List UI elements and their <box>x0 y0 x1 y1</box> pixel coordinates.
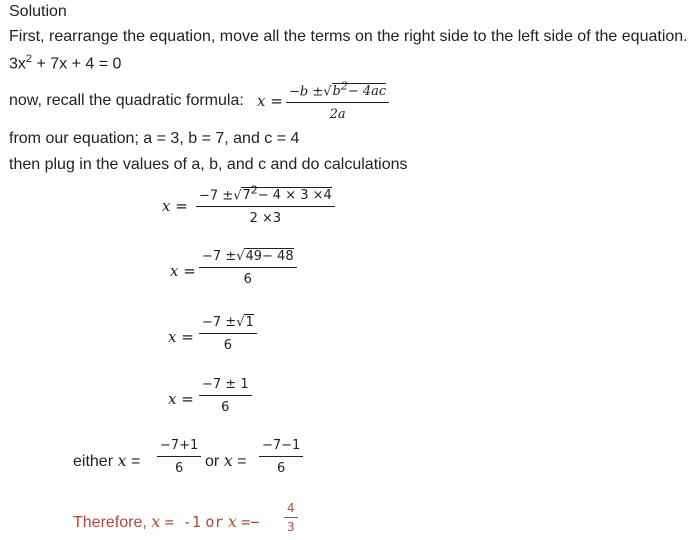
intro-text: First, rearrange the equation, move all the terms on the right side to the left side of the equation. <box>9 28 688 45</box>
either-eq-2: = <box>237 453 247 470</box>
either-eq: = <box>130 453 141 470</box>
step1-radicand <box>241 184 332 204</box>
plug-text: then plug in the values of a, b, and c and do calculations <box>9 156 408 173</box>
step2-lhs <box>170 262 196 280</box>
step3-lhs <box>168 328 194 346</box>
conclusion-fraction <box>284 501 298 534</box>
qf-rad-b: b <box>332 84 341 100</box>
values-text: from our equation; a = 3, b = 7, and c = 4 <box>9 130 300 147</box>
either-word: either <box>73 453 114 470</box>
step3-fraction <box>199 315 257 353</box>
equation-line <box>9 53 121 73</box>
either-fraction-1 <box>157 438 201 476</box>
either-denominator-1: 6 <box>175 461 184 476</box>
step3-radicand: 1 <box>245 315 254 330</box>
recall-eq: = <box>270 92 283 110</box>
step1-denominator: 2 ×3 <box>249 211 282 227</box>
step2-eq: = <box>183 262 196 280</box>
step3-eq: = <box>181 328 194 346</box>
either-fraction-2 <box>259 438 303 476</box>
recall-var: x <box>257 92 266 110</box>
conclusion-word: Therefore, <box>73 514 147 531</box>
either-denominator-2: 6 <box>277 461 286 476</box>
qf-rad-post: − 4ac <box>347 84 387 100</box>
conclusion-or: or <box>205 513 224 531</box>
equation-rhs: + 7x + 4 = 0 <box>32 55 122 73</box>
step1-var: x <box>162 197 171 215</box>
either-numerator-2: −7−1 <box>259 438 303 457</box>
either-var-2: x <box>223 451 233 470</box>
qf-num-pre: −b ±√ <box>289 84 332 100</box>
conclusion-var-2: x <box>227 512 237 531</box>
equation-exponent: 2 <box>25 53 33 65</box>
step3-var: x <box>168 328 177 346</box>
quadratic-denominator: 2a <box>329 107 346 123</box>
qf-radicand <box>332 80 387 100</box>
step1-numerator <box>196 184 335 207</box>
either-lhs <box>73 451 140 471</box>
step2-fraction <box>199 249 297 287</box>
step3-numerator <box>199 315 257 334</box>
conclusion <box>73 512 259 532</box>
step1-eq: = <box>175 197 188 215</box>
solution-heading: Solution <box>9 3 67 20</box>
step4-fraction <box>199 377 252 415</box>
step4-var: x <box>168 390 177 408</box>
step1-rad-exp: 2 <box>250 184 258 197</box>
either-or <box>205 451 247 471</box>
step2-denominator: 6 <box>243 272 252 287</box>
conclusion-eq2: =− <box>241 513 260 531</box>
step3-denominator: 6 <box>223 338 233 353</box>
conclusion-eq1: = -1 <box>164 513 201 531</box>
step1-lhs <box>162 197 188 215</box>
conclusion-numerator: 4 <box>284 501 298 518</box>
qf-rad-exp: 2 <box>340 80 348 93</box>
equation-lhs: 3x <box>9 55 26 73</box>
step2-numerator <box>199 249 297 268</box>
step1-rad-post: − 4 × 3 ×4 <box>257 188 332 204</box>
conclusion-var: x <box>151 512 161 531</box>
step4-denominator: 6 <box>221 400 230 415</box>
quadratic-formula <box>286 80 389 122</box>
step2-num-pre: −7 ±√ <box>202 249 245 264</box>
step4-eq: = <box>181 390 194 408</box>
either-or-word: or <box>205 453 220 470</box>
step2-radicand: 49− 48 <box>245 249 294 264</box>
conclusion-denominator: 3 <box>287 520 295 534</box>
recall-text: now, recall the quadratic formula: <box>9 92 244 109</box>
step1-fraction <box>196 184 335 226</box>
recall-lhs <box>257 92 283 110</box>
step4-numerator: −7 ± 1 <box>199 377 252 396</box>
step2-var: x <box>170 262 179 280</box>
step3-num-pre: −7 ±√ <box>202 315 245 330</box>
step4-lhs <box>168 390 194 408</box>
either-var: x <box>117 451 127 470</box>
either-numerator-1: −7+1 <box>157 438 201 457</box>
step1-rad-base: 7 <box>242 188 251 204</box>
quadratic-numerator <box>286 80 389 103</box>
step1-num-pre: −7 ±√ <box>199 188 242 204</box>
